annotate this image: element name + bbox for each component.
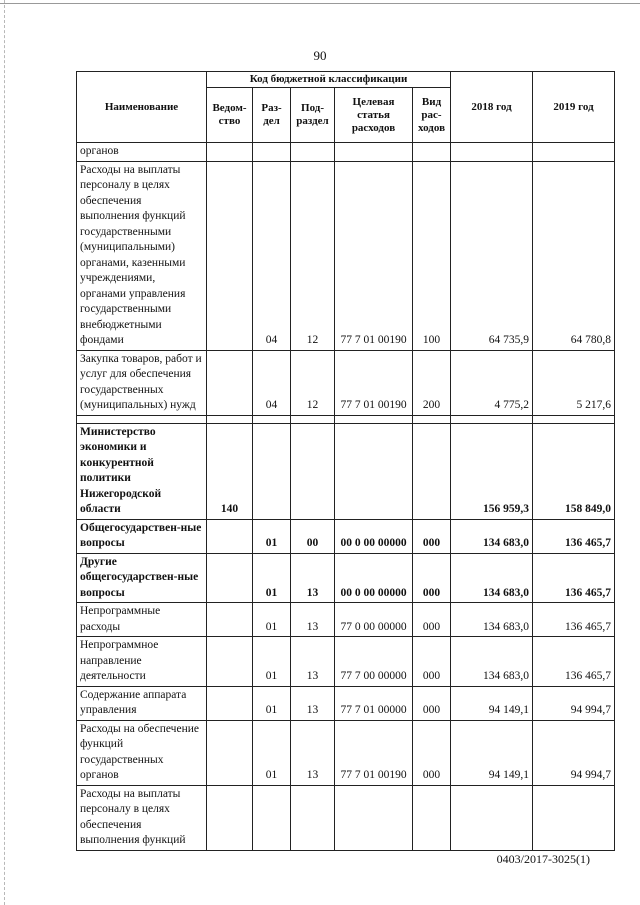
table-row	[77, 603, 615, 637]
spacer-row	[77, 415, 615, 423]
row-2019: 64 780,8	[533, 161, 615, 350]
row-2018: 134 683,0	[451, 603, 533, 637]
row-vid: 000	[413, 553, 451, 603]
row-vid: 000	[413, 686, 451, 720]
row-ved	[207, 161, 253, 350]
row-2018: 94 149,1	[451, 686, 533, 720]
row-vid	[413, 423, 451, 519]
table-row	[77, 720, 615, 785]
row-vid: 000	[413, 637, 451, 687]
row-ved	[207, 720, 253, 785]
row-ved	[207, 143, 253, 162]
row-tselevaya: 77 7 01 00190	[335, 350, 413, 415]
header-vid: Вид рас-ходов	[413, 88, 451, 143]
row-vid: 100	[413, 161, 451, 350]
row-2018: 94 149,1	[451, 720, 533, 785]
row-razdel: 01	[253, 553, 291, 603]
row-2018	[451, 785, 533, 850]
page-left-edge	[4, 0, 6, 905]
table-row	[77, 686, 615, 720]
row-tselevaya: 77 0 00 00000	[335, 603, 413, 637]
row-podrazdel	[291, 143, 335, 162]
row-razdel	[253, 785, 291, 850]
row-2019	[533, 143, 615, 162]
row-name: Расходы на выплаты персоналу в целях обеспечения выполнения функций государственными (муниципальными) органами, казенными учреждениями, органами управления государственными внебюджетными фондами	[77, 161, 207, 350]
row-2019: 136 465,7	[533, 603, 615, 637]
row-2019: 158 849,0	[533, 423, 615, 519]
row-razdel: 04	[253, 161, 291, 350]
row-razdel: 04	[253, 350, 291, 415]
row-name: Содержание аппарата управления	[77, 686, 207, 720]
header-2019: 2019 год	[533, 72, 615, 143]
row-ved: 140	[207, 423, 253, 519]
row-podrazdel	[291, 785, 335, 850]
table-row	[77, 161, 615, 350]
header-row-1	[77, 72, 615, 88]
row-name: Министерство экономики и конкурентной политики Нижегородской области	[77, 423, 207, 519]
header-podrazdel: Под-раздел	[291, 88, 335, 143]
row-podrazdel	[291, 423, 335, 519]
row-podrazdel: 13	[291, 553, 335, 603]
row-tselevaya	[335, 143, 413, 162]
row-2018: 156 959,3	[451, 423, 533, 519]
row-vid: 000	[413, 603, 451, 637]
row-tselevaya	[335, 785, 413, 850]
page-number: 90	[313, 48, 327, 63]
row-podrazdel: 12	[291, 350, 335, 415]
row-name: Другие общегосударствен-ные вопросы	[77, 553, 207, 603]
table-row	[77, 143, 615, 162]
row-vid	[413, 143, 451, 162]
table-row	[77, 553, 615, 603]
row-name: Закупка товаров, работ и услуг для обеспечения государственных (муниципальных) нужд	[77, 350, 207, 415]
row-vid: 200	[413, 350, 451, 415]
header-tselevaya: Целевая статья расходов	[335, 88, 413, 143]
table-row	[77, 350, 615, 415]
row-2018: 134 683,0	[451, 637, 533, 687]
row-vid: 000	[413, 720, 451, 785]
row-name: Общегосударствен-ные вопросы	[77, 519, 207, 553]
header-vedomstvo: Ведом-ство	[207, 88, 253, 143]
row-2019	[533, 785, 615, 850]
row-2019: 94 994,7	[533, 720, 615, 785]
table-row	[77, 423, 615, 519]
row-razdel: 01	[253, 720, 291, 785]
row-tselevaya: 77 7 01 00000	[335, 686, 413, 720]
row-razdel: 01	[253, 519, 291, 553]
row-podrazdel: 13	[291, 720, 335, 785]
row-podrazdel: 13	[291, 686, 335, 720]
row-ved	[207, 637, 253, 687]
row-2018	[451, 143, 533, 162]
row-2019: 136 465,7	[533, 637, 615, 687]
row-tselevaya: 00 0 00 00000	[335, 553, 413, 603]
row-2018: 134 683,0	[451, 553, 533, 603]
row-2018: 134 683,0	[451, 519, 533, 553]
row-razdel	[253, 143, 291, 162]
budget-table	[76, 71, 615, 851]
table-row	[77, 637, 615, 687]
row-tselevaya: 77 7 01 00190	[335, 720, 413, 785]
row-razdel: 01	[253, 603, 291, 637]
row-name: Непрограммные расходы	[77, 603, 207, 637]
row-razdel: 01	[253, 686, 291, 720]
row-2019: 136 465,7	[533, 553, 615, 603]
row-2019: 136 465,7	[533, 519, 615, 553]
row-tselevaya: 77 7 01 00190	[335, 161, 413, 350]
header-razdel: Раз-дел	[253, 88, 291, 143]
row-name: Расходы на выплаты персоналу в целях обеспечения выполнения функций	[77, 785, 207, 850]
row-tselevaya	[335, 423, 413, 519]
row-tselevaya: 00 0 00 00000	[335, 519, 413, 553]
row-name: Непрограммное направление деятельности	[77, 637, 207, 687]
header-group: Код бюджетной классификации	[207, 72, 451, 88]
document-code: 0403/2017-3025(1)	[496, 852, 590, 866]
row-ved	[207, 350, 253, 415]
row-podrazdel: 13	[291, 637, 335, 687]
row-ved	[207, 686, 253, 720]
row-tselevaya: 77 7 00 00000	[335, 637, 413, 687]
row-2018: 64 735,9	[451, 161, 533, 350]
row-ved	[207, 785, 253, 850]
row-ved	[207, 603, 253, 637]
row-ved	[207, 553, 253, 603]
row-podrazdel: 12	[291, 161, 335, 350]
header-name: Наименование	[77, 72, 207, 143]
row-vid	[413, 785, 451, 850]
row-razdel: 01	[253, 637, 291, 687]
row-name: органов	[77, 143, 207, 162]
row-2019: 94 994,7	[533, 686, 615, 720]
header-2018: 2018 год	[451, 72, 533, 143]
row-razdel	[253, 423, 291, 519]
table-row	[77, 519, 615, 553]
row-ved	[207, 519, 253, 553]
table-row	[77, 785, 615, 850]
row-podrazdel: 00	[291, 519, 335, 553]
row-2019: 5 217,6	[533, 350, 615, 415]
row-vid: 000	[413, 519, 451, 553]
row-2018: 4 775,2	[451, 350, 533, 415]
page-top-edge	[0, 3, 640, 4]
row-podrazdel: 13	[291, 603, 335, 637]
row-name: Расходы на обеспечение функций государственных органов	[77, 720, 207, 785]
